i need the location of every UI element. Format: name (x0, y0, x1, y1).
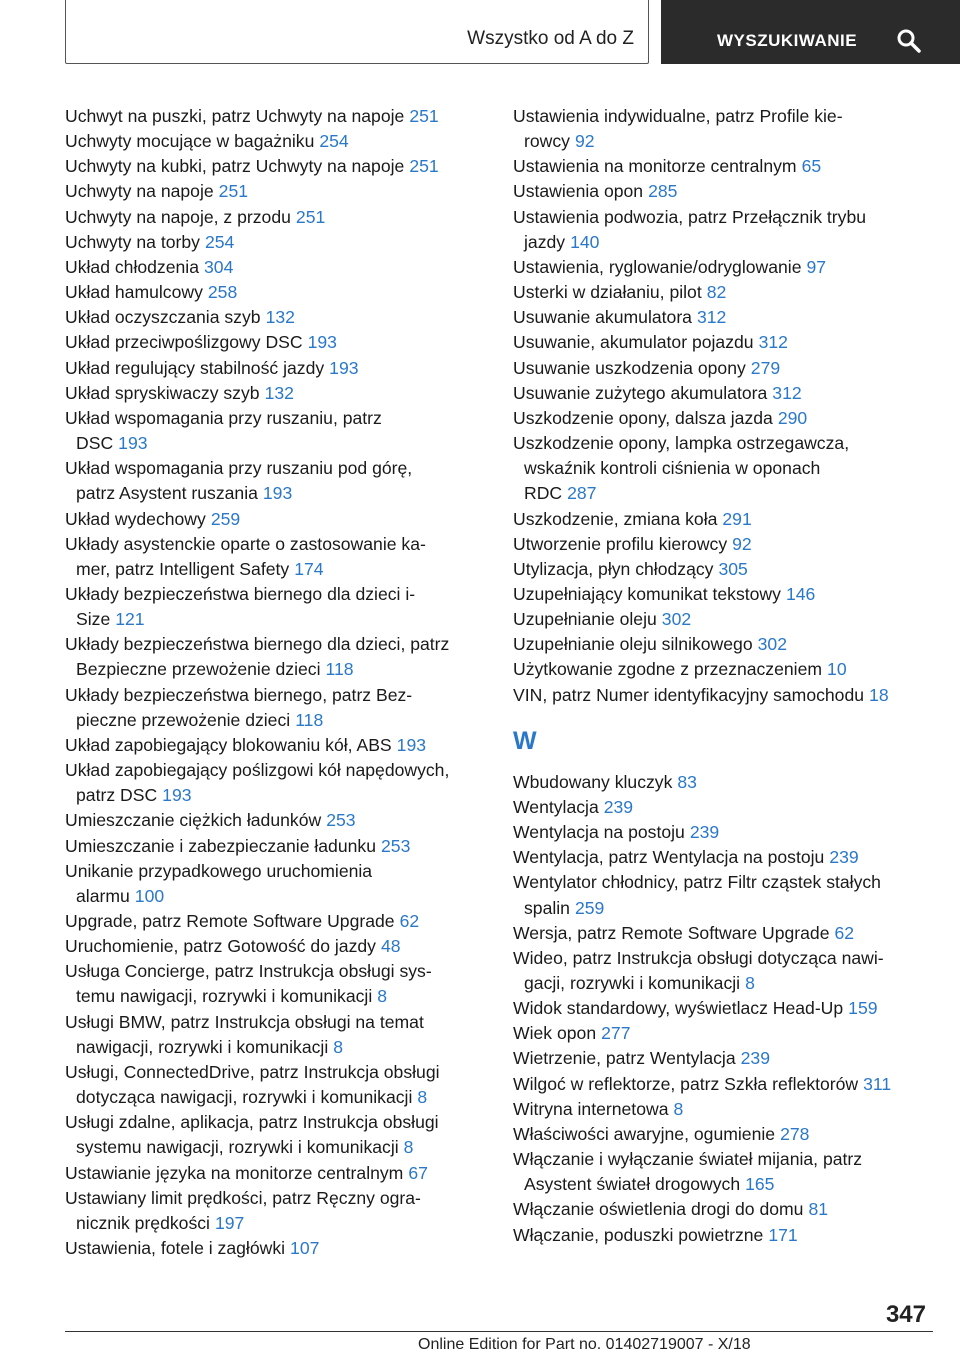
index-entry (513, 406, 933, 431)
index-entry (65, 1161, 485, 1186)
index-entry-text: jazdy (524, 231, 566, 252)
search-icon (896, 28, 922, 54)
index-entry (65, 230, 485, 255)
index-entry (65, 758, 485, 808)
search-button[interactable] (661, 0, 960, 64)
index-entry-text: Układ oczyszczania szyb (65, 307, 261, 328)
index-entry-text: wskaźnik kontroli ciśnienia w oponach (524, 458, 821, 479)
index-entry-text: Usterki w działaniu, pilot (513, 282, 702, 303)
page-reference-link[interactable]: 311 (863, 1073, 892, 1094)
page-reference-link[interactable]: 302 (757, 634, 787, 655)
index-entry (513, 770, 933, 795)
index-entry (65, 154, 485, 179)
page-reference-link[interactable]: 193 (262, 483, 293, 504)
page-reference-link[interactable]: 8 (403, 1137, 414, 1158)
page-reference-link[interactable]: 302 (661, 609, 692, 630)
page-reference-link[interactable]: 193 (396, 734, 427, 755)
index-entry-text: dotycząca nawigacji, rozrywki i komunikacji (76, 1087, 413, 1108)
index-entry-text: spalin (524, 897, 570, 918)
index-entry-text: Układy bezpieczeństwa biernego dla dzieci i- (65, 583, 416, 604)
index-entry-text: Uszkodzenie, zmiana koła (513, 508, 718, 529)
index-entry-text: Uszkodzenie opony, lampka ostrzegawcza, (513, 433, 850, 454)
index-entry (65, 1110, 485, 1160)
index-entry-text: mer, patrz Intelligent Safety (76, 558, 290, 579)
index-entry-text: nawigacji, rozrywki i komunikacji (76, 1036, 329, 1057)
index-group-u (513, 104, 933, 708)
index-entry-text: Układy bezpieczeństwa biernego, patrz Bez- (65, 684, 413, 705)
page-reference-link[interactable]: 259 (210, 508, 241, 529)
page-reference-link[interactable]: 8 (333, 1036, 344, 1057)
index-entry-text: Ustawienia na monitorze centralnym (513, 156, 797, 177)
index-entry (513, 154, 933, 179)
index-entry-text: Utworzenie profilu kierowcy (513, 533, 728, 554)
index-group-w (513, 770, 933, 1248)
index-entry (65, 1060, 485, 1110)
page-reference-link[interactable]: 291 (722, 508, 752, 529)
index-entry-text: Uchwyty na napoje, z przodu (65, 206, 291, 227)
index-entry (513, 820, 933, 845)
index-entry (513, 557, 933, 582)
index-entry (65, 909, 485, 934)
index-entry (65, 1010, 485, 1060)
index-entry (513, 996, 933, 1021)
page-reference-link[interactable]: 239 (603, 796, 634, 817)
index-entry-text: Usługi, ConnectedDrive, patrz Instrukcja obsługi (65, 1061, 440, 1082)
index-entry-text: Włączanie i wyłączanie świateł mijania, patrz (513, 1149, 863, 1170)
index-entry (65, 733, 485, 758)
index-entry-text: Wersja, patrz Remote Software Upgrade (513, 922, 830, 943)
page-reference-link[interactable]: 193 (329, 357, 359, 378)
index-entry-text: Włączanie oświetlenia drogi do domu (513, 1199, 804, 1220)
index-entry-text: Ustawiany limit prędkości, patrz Ręczny ogra- (65, 1187, 421, 1208)
az-index-link[interactable]: Wszystko od A do Z (467, 28, 634, 49)
index-entry (513, 255, 933, 280)
page-reference-link[interactable]: 193 (118, 433, 148, 454)
index-entry-text: temu nawigacji, rozrywki i komunikacji (76, 986, 373, 1007)
page-reference-link[interactable]: 81 (808, 1199, 829, 1220)
page-number: 347 (885, 1301, 926, 1328)
page-reference-link[interactable]: 239 (829, 847, 859, 868)
index-entry-text: Układ wspomagania przy ruszaniu, patrz (65, 407, 382, 428)
index-entry-text: Usługi BMW, patrz Instrukcja obsługi na temat (65, 1011, 424, 1032)
page-reference-link[interactable]: 258 (207, 282, 238, 303)
page-reference-link[interactable]: 193 (162, 785, 192, 806)
index-entry (65, 1186, 485, 1236)
index-entry-text: Size (76, 609, 111, 630)
index-entry (65, 456, 485, 506)
index-column-left (65, 104, 485, 1261)
page-reference-link[interactable]: 18 (869, 684, 889, 705)
index-entry (513, 795, 933, 820)
index-entry (513, 305, 933, 330)
index-entry-text: Wiek opon (513, 1023, 597, 1044)
index-entry (65, 632, 485, 682)
index-entry-text: Uzupełnianie oleju (513, 609, 657, 630)
index-entry-text: Uzupełnianie oleju silnikowego (513, 634, 753, 655)
page-reference-link[interactable]: 254 (319, 131, 349, 152)
index-entry-text: RDC (524, 483, 563, 504)
page-reference-link[interactable]: 197 (214, 1212, 245, 1233)
index-entry-text: Widok standardowy, wyświetlacz Head-Up (513, 998, 844, 1019)
page-reference-link[interactable]: 305 (718, 558, 748, 579)
page-reference-link[interactable]: 304 (204, 256, 234, 277)
page-reference-link[interactable]: 132 (264, 382, 294, 403)
index-entry-text: Wentylacja (513, 796, 599, 817)
page-reference-link[interactable]: 62 (834, 922, 855, 943)
index-entry-text: Wentylator chłodnicy, patrz Filtr cząstek stałych (513, 872, 881, 893)
page-reference-link[interactable]: 174 (294, 558, 324, 579)
index-entry-text: Asystent świateł drogowych (524, 1174, 741, 1195)
index-entry-text: Umieszczanie ciężkich ładunków (65, 810, 322, 831)
index-entry-text: Włączanie, poduszki powietrzne (513, 1224, 764, 1245)
page-reference-link[interactable]: 193 (307, 332, 337, 353)
index-entry-text: Układ spryskiwaczy szyb (65, 382, 260, 403)
index-entry-text: alarmu (76, 885, 130, 906)
page-reference-link[interactable]: 253 (381, 835, 411, 856)
index-entry (513, 921, 933, 946)
index-entry-text: Użytkowanie zgodne z przeznaczeniem (513, 659, 823, 680)
index-entry (513, 280, 933, 305)
index-entry-text: Wietrzenie, patrz Wentylacja (513, 1048, 736, 1069)
page-reference-link[interactable]: 82 (706, 282, 727, 303)
index-entry (513, 683, 933, 708)
page-reference-link[interactable]: 62 (399, 911, 420, 931)
index-entry-text: Układ zapobiegający blokowaniu kół, ABS (65, 734, 392, 755)
index-entry-text: Układ wydechowy (65, 508, 206, 529)
index-entry-text: Usuwanie akumulatora (513, 307, 692, 328)
index-entry (513, 1223, 933, 1248)
index-entry (65, 129, 485, 154)
index-entry-text: Właściwości awaryjne, ogumienie (513, 1123, 776, 1144)
index-entry-text: pieczne przewożenie dzieci (76, 709, 291, 730)
index-entry-text: Układ regulujący stabilność jazdy (65, 357, 325, 378)
index-entry-text: Ustawienia, fotele i zagłówki (65, 1238, 286, 1259)
index-entry (513, 1021, 933, 1046)
page-reference-link[interactable]: 83 (677, 771, 697, 792)
index-entry-text: gacji, rozrywki i komunikacji (524, 973, 741, 993)
page-reference-link[interactable]: 159 (848, 998, 878, 1019)
index-entry (65, 406, 485, 456)
page-header (0, 0, 960, 66)
page-reference-link[interactable]: 146 (785, 583, 816, 604)
page-reference-link[interactable]: 132 (265, 307, 295, 328)
page-reference-link[interactable]: 92 (732, 533, 752, 554)
index-entry (513, 1072, 933, 1097)
index-entry (513, 179, 933, 204)
index-entry-text: Układ przeciwpoślizgowy DSC (65, 332, 303, 353)
index-entry-text: Uchwyty na torby (65, 231, 200, 252)
page-reference-link[interactable]: 251 (409, 106, 439, 126)
index-entry (65, 532, 485, 582)
page-reference-link[interactable]: 107 (290, 1238, 320, 1259)
page-reference-link[interactable]: 8 (377, 986, 388, 1007)
index-entry-text: DSC (76, 433, 114, 454)
index-entry (513, 507, 933, 532)
index-entry (65, 381, 485, 406)
page-reference-link[interactable]: 171 (768, 1224, 798, 1245)
page-reference-link[interactable]: 312 (758, 332, 788, 353)
page-reference-link[interactable]: 251 (295, 206, 326, 227)
index-entry (513, 1046, 933, 1071)
index-entry-text: Układ chłodzenia (65, 256, 199, 277)
index-entry (65, 305, 485, 330)
page-reference-link[interactable]: 97 (806, 256, 827, 277)
index-entry-text: Wentylacja, patrz Wentylacja na postoju (513, 847, 825, 868)
az-tab[interactable] (65, 0, 649, 64)
index-entry (65, 507, 485, 532)
index-entry (65, 859, 485, 909)
index-entry-text: rowcy (524, 131, 570, 152)
index-entry (513, 381, 933, 406)
index-entry (65, 934, 485, 959)
index-entry (513, 657, 933, 682)
section-letter-w: W (513, 726, 537, 755)
search-label: WYSZUKIWANIE (717, 31, 858, 50)
page-reference-link[interactable]: 259 (574, 897, 605, 918)
index-entry-text: Witryna internetowa (513, 1098, 669, 1119)
index-entry (65, 683, 485, 733)
page-reference-link[interactable]: 92 (574, 131, 595, 152)
index-entry-text: Wilgoć w reflektorze, patrz Szkła reflektorów (513, 1073, 859, 1094)
index-entry-text: Uchwyty mocujące w bagażniku (65, 131, 315, 152)
page-reference-link[interactable]: 10 (827, 659, 847, 680)
index-entry-text: Unikanie przypadkowego uruchomienia (65, 860, 373, 881)
index-entry (65, 255, 485, 280)
index-entry-text: Układ wspomagania przy ruszaniu pod górę, (65, 458, 413, 479)
index-entry-text: Układ zapobiegający poślizgowi kół napędowych, (65, 760, 450, 781)
footer-rule (65, 1331, 933, 1332)
index-entry (513, 1147, 933, 1197)
page-reference-link[interactable]: 277 (601, 1023, 631, 1044)
page-reference-link[interactable]: 290 (777, 407, 808, 428)
index-entry-text: Uruchomienie, patrz Gotowość do jazdy (65, 936, 376, 957)
index-entry (513, 845, 933, 870)
index-entry (65, 356, 485, 381)
page-reference-link[interactable]: 165 (745, 1174, 775, 1195)
page-reference-link[interactable]: 239 (689, 822, 720, 843)
page-reference-link[interactable]: 251 (409, 156, 439, 177)
page-reference-link[interactable]: 312 (772, 382, 802, 403)
page-reference-link[interactable]: 279 (750, 357, 781, 378)
index-entry-text: patrz Asystent ruszania (76, 483, 258, 504)
page-reference-link[interactable]: 312 (696, 307, 727, 328)
index-entry-text: Usuwanie zużytego akumulatora (513, 382, 768, 403)
index-entry-text: Usługa Concierge, patrz Instrukcja obsługi sys- (65, 961, 432, 982)
index-entry-text: Upgrade, patrz Remote Software Upgrade (65, 911, 395, 931)
index-entry (65, 205, 485, 230)
index-entry-text: Uchwyt na puszki, patrz Uchwyty na napoje (65, 106, 405, 126)
index-entry (513, 205, 933, 255)
index-entry-text: Uchwyty na kubki, patrz Uchwyty na napoje (65, 156, 405, 177)
index-entry (513, 870, 933, 920)
index-entry (65, 280, 485, 305)
page-reference-link[interactable]: 278 (780, 1123, 810, 1144)
index-entry-text: Uszkodzenie opony, dalsza jazda (513, 407, 773, 428)
page-reference-link[interactable]: 67 (408, 1162, 428, 1183)
page-reference-link[interactable]: 118 (325, 659, 354, 680)
page-reference-link[interactable]: 48 (380, 936, 401, 957)
index-entry-text: patrz DSC (76, 785, 158, 806)
index-entry-text: Uchwyty na napoje (65, 181, 214, 202)
index-entry (513, 532, 933, 557)
page-reference-link[interactable]: 65 (801, 156, 822, 177)
index-entry-text: Układ hamulcowy (65, 282, 203, 303)
index-entry (513, 330, 933, 355)
index-entry-text: Układy asystenckie oparte o zastosowanie ka- (65, 533, 426, 554)
index-entry (513, 607, 933, 632)
index-entry (65, 808, 485, 833)
page-reference-link[interactable]: 285 (648, 181, 678, 202)
index-entry-text: VIN, patrz Numer identyfikacyjny samochodu (513, 684, 865, 705)
index-entry (513, 946, 933, 996)
index-entry (513, 582, 933, 607)
page-reference-link[interactable]: 140 (570, 231, 600, 252)
page-reference-link[interactable]: 8 (745, 973, 755, 993)
index-entry-text: Usługi zdalne, aplikacja, patrz Instrukcja obsługi (65, 1112, 439, 1133)
page-reference-link[interactable]: 8 (417, 1087, 428, 1108)
page-reference-link[interactable]: 251 (218, 181, 249, 202)
page-reference-link[interactable]: 253 (326, 810, 356, 831)
index-entry-text: Ustawianie języka na monitorze centralnym (65, 1162, 404, 1183)
index-entry-text: systemu nawigacji, rozrywki i komunikacji (76, 1137, 399, 1158)
page-reference-link[interactable]: 254 (204, 231, 235, 252)
index-entry (513, 356, 933, 381)
page-reference-link[interactable]: 118 (295, 709, 324, 730)
index-entry (65, 582, 485, 632)
index-entry-text: Wbudowany kluczyk (513, 771, 673, 792)
index-entry (65, 330, 485, 355)
page-reference-link[interactable]: 287 (567, 483, 597, 504)
index-entry-text: Wideo, patrz Instrukcja obsługi dotycząca nawi- (513, 947, 884, 968)
page-reference-link[interactable]: 239 (740, 1048, 770, 1069)
index-entry-text: Ustawienia podwozia, patrz Przełącznik trybu (513, 206, 867, 227)
index-entry (65, 179, 485, 204)
index-entry (513, 632, 933, 657)
index-column-right (513, 104, 933, 1248)
index-entry (513, 1122, 933, 1147)
page-reference-link[interactable]: 121 (115, 609, 145, 630)
index-entry-text: Układy bezpieczeństwa biernego dla dzieci, patrz (65, 634, 450, 655)
index-entry (65, 1236, 485, 1261)
index-entry-text: Utylizacja, płyn chłodzący (513, 558, 714, 579)
index-entry (513, 431, 933, 506)
index-entry-text: nicznik prędkości (76, 1212, 210, 1233)
index-entry (513, 1097, 933, 1122)
index-entry-text: Ustawienia opon (513, 181, 644, 202)
index-entry-text: Uzupełniający komunikat tekstowy (513, 583, 781, 604)
footer-edition-text: Online Edition for Part no. 01402719007 - X/18 (418, 1336, 751, 1353)
index-entry-text: Umieszczanie i zabezpieczanie ładunku (65, 835, 376, 856)
index-entry (65, 834, 485, 859)
index-entry (65, 959, 485, 1009)
index-entry-text: Ustawienia indywidualne, patrz Profile kie- (513, 106, 843, 126)
page-reference-link[interactable]: 8 (673, 1098, 684, 1119)
index-entry-text: Usuwanie, akumulator pojazdu (513, 332, 754, 353)
index-entry-text: Bezpieczne przewożenie dzieci (76, 659, 321, 680)
index-entry (513, 104, 933, 154)
index-entry-text: Wentylacja na postoju (513, 822, 685, 843)
page-reference-link[interactable]: 100 (134, 885, 165, 906)
index-entry (513, 1197, 933, 1222)
index-entry (65, 104, 485, 129)
index-entry-text: Usuwanie uszkodzenia opony (513, 357, 746, 378)
index-entry-text: Ustawienia, ryglowanie/odryglowanie (513, 256, 802, 277)
